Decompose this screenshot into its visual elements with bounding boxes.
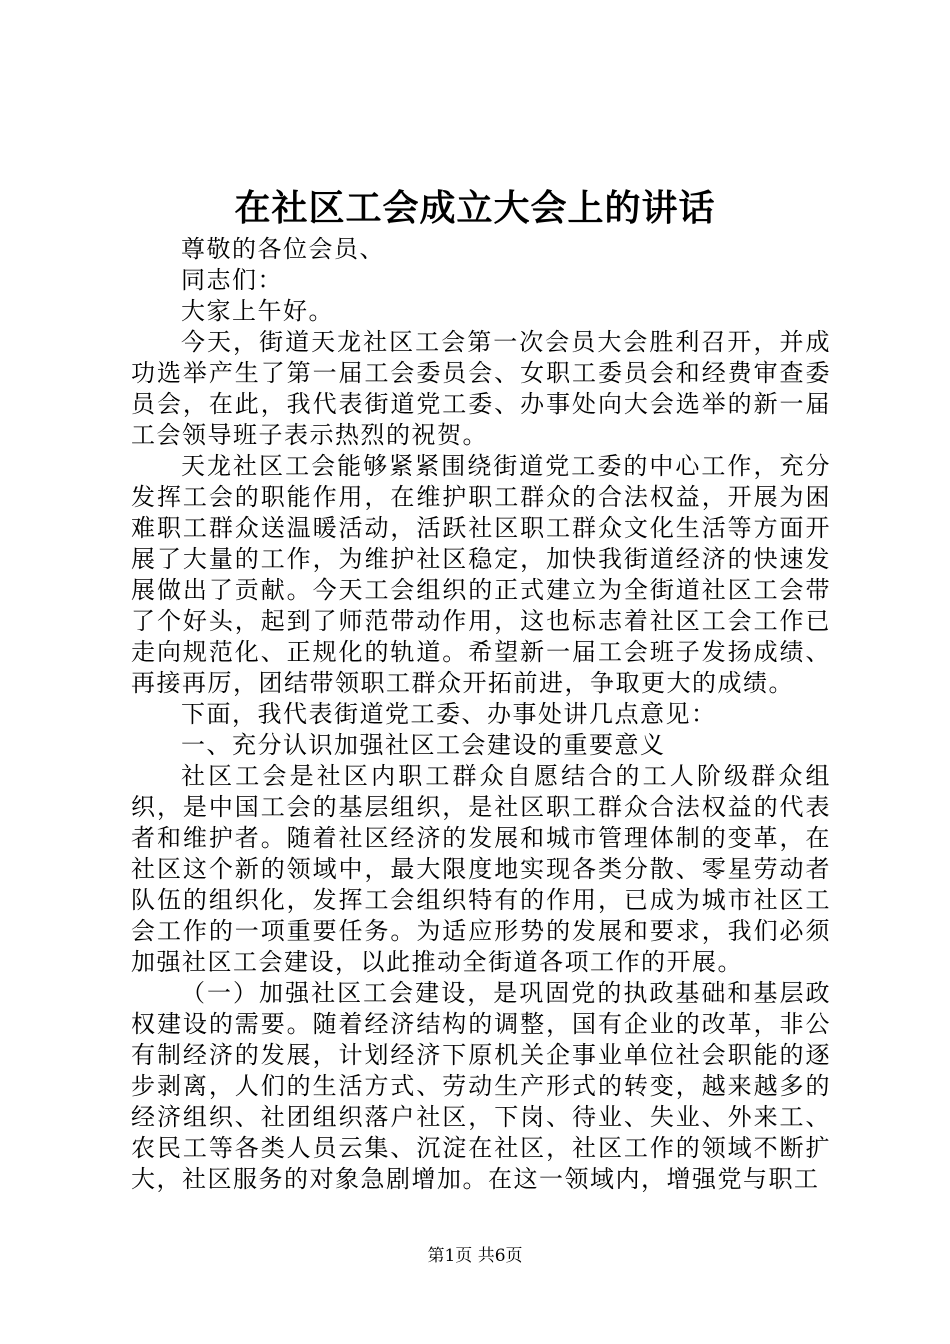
salutation-line-2: 同志们： <box>181 266 283 294</box>
document-title: 在社区工会成立大会上的讲话 <box>234 187 716 229</box>
section-heading-1: 一、充分认识加强社区工会建设的重要意义 <box>181 731 666 759</box>
paragraph-subpoint-1: （一）加强社区工会建设，是巩固党的执政基础和基层政权建设的需要。随着经济结构的调整，国有企业的改革，非公有制经济的发展，计划经济下原机关企事业单位社会职能的逐步剥离，人们的生活方式、劳动生产形式的转变，越来越多的经济组织、社团组织落户社区，下岗、待业、失业、外来工、农民工等各类人员云集、沉淀在社区，社区工作的领域不断扩大，社区服务的对象急剧增加。在这一领域内，增强党与职工 <box>131 979 831 1193</box>
paragraph-congratulations: 今天，街道天龙社区工会第一次会员大会胜利召开，并成功选举产生了第一届工会委员会、女职工委员会和经费审查委员会，在此，我代表街道党工委、办事处向大会选举的新一届工会领导班子表示热烈的祝贺。 <box>131 328 831 449</box>
paragraph-significance: 社区工会是社区内职工群众自愿结合的工人阶级群众组织，是中国工会的基层组织，是社区职工群众合法权益的代表者和维护者。随着社区经济的发展和城市管理体制的变革，在社区这个新的领域中，最大限度地实现各类分散、零星劳动者队伍的组织化，发挥工会组织特有的作用，已成为城市社区工会工作的一项重要任务。为适应形势的发展和要求，我们必须加强社区工会建设，以此推动全街道各项工作的开展。 <box>131 762 831 976</box>
document-body <box>131 234 831 1195</box>
salutation-line-1: 尊敬的各位会员、 <box>181 235 385 263</box>
page-footer: 第1页 共6页 <box>427 1246 523 1266</box>
greeting-line: 大家上午好。 <box>181 297 334 325</box>
paragraph-intro-opinions: 下面，我代表街道党工委、办事处讲几点意见： <box>181 700 717 728</box>
paragraph-achievements: 天龙社区工会能够紧紧围绕街道党工委的中心工作，充分发挥工会的职能作用，在维护职工群众的合法权益，开展为困难职工群众送温暖活动，活跃社区职工群众文化生活等方面开展了大量的工作，为维护社区稳定，加快我街道经济的快速发展做出了贡献。今天工会组织的正式建立为全街道社区工会带了个好头，起到了师范带动作用，这也标志着社区工会工作已走向规范化、正规化的轨道。希望新一届工会班子发扬成绩、再接再厉，团结带领职工群众开拓前进，争取更大的成绩。 <box>131 452 831 697</box>
